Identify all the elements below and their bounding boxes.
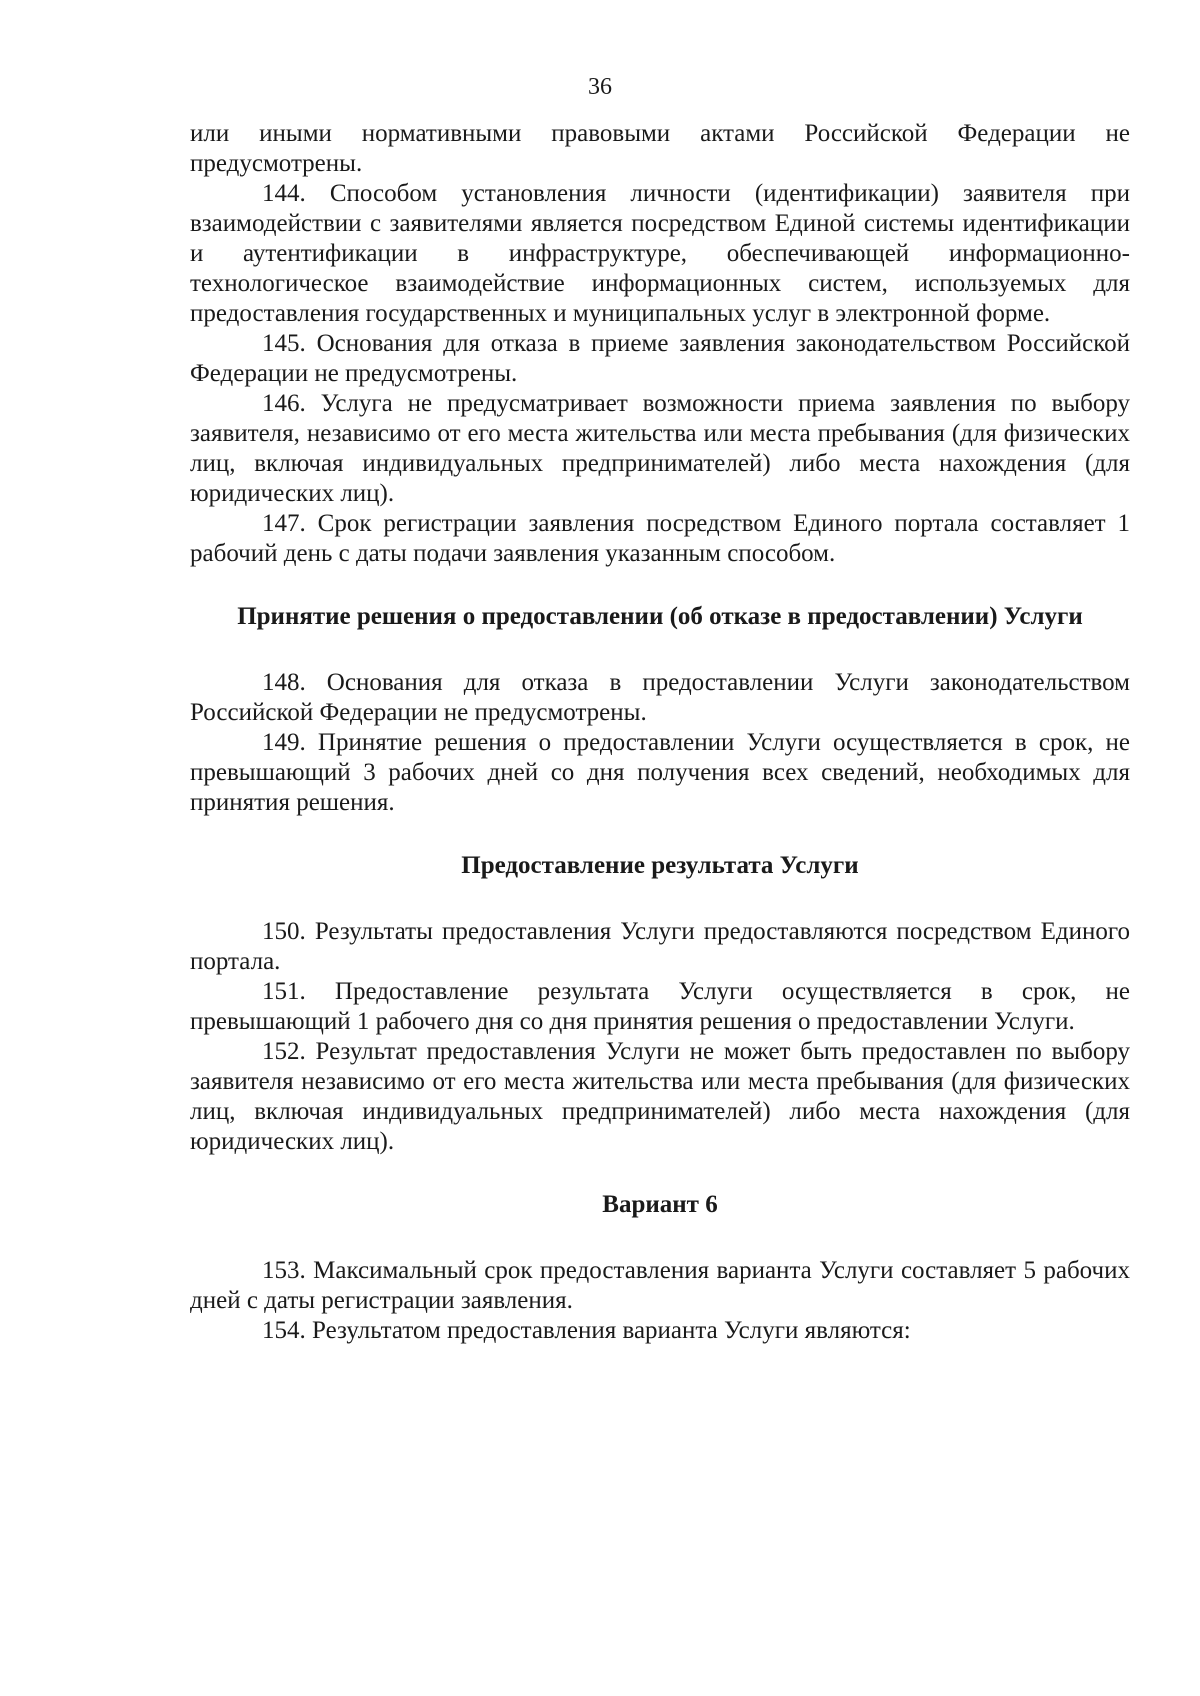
paragraph-continuation: или иными нормативными правовыми актами Российской Федерации не предусмотрены.: [190, 120, 1130, 177]
paragraph-145: 145. Основания для отказа в приеме заявления законодательством Российской Федерации не предусмотрены.: [190, 330, 1130, 387]
section-heading-decision: Принятие решения о предоставлении (об отказе в предоставлении) Услуги: [237, 603, 1083, 630]
section-heading-variant-6: Вариант 6: [602, 1191, 718, 1218]
paragraph-152: 152. Результат предоставления Услуги не может быть предоставлен по выбору заявителя независимо от его места жительства или места пребывания (для физических лиц, включая индивидуальных предпринимателей) либо места нахождения (для юридических лиц).: [190, 1038, 1130, 1155]
paragraph-148: 148. Основания для отказа в предоставлении Услуги законодательством Российской Федерации не предусмотрены.: [190, 669, 1130, 726]
paragraph-144: 144. Способом установления личности (идентификации) заявителя при взаимодействии с заявителями является посредством Единой системы идентификации и аутентификации в инфраструктуре, обеспечивающей информационно-технологическое взаимодействие информационных систем, используемых для предоставления государственных и муниципальных услуг в электронной форме.: [190, 180, 1130, 327]
paragraph-146: 146. Услуга не предусматривает возможности приема заявления по выбору заявителя, независимо от его места жительства или места пребывания (для физических лиц, включая индивидуальных предпринимателей) либо места нахождения (для юридических лиц).: [190, 390, 1130, 507]
section-heading-result: Предоставление результата Услуги: [461, 852, 859, 879]
paragraph-150: 150. Результаты предоставления Услуги предоставляются посредством Единого портала.: [190, 918, 1130, 975]
paragraph-154: 154. Результатом предоставления варианта Услуги являются:: [262, 1317, 911, 1344]
page-number: 36: [588, 74, 612, 100]
paragraph-151: 151. Предоставление результата Услуги осуществляется в срок, не превышающий 1 рабочего дня со дня принятия решения о предоставлении Услуги.: [190, 978, 1130, 1035]
paragraph-147: 147. Срок регистрации заявления посредством Единого портала составляет 1 рабочий день с даты подачи заявления указанным способом.: [190, 510, 1130, 567]
paragraph-149: 149. Принятие решения о предоставлении Услуги осуществляется в срок, не превышающий 3 рабочих дней со дня получения всех сведений, необходимых для принятия решения.: [190, 729, 1130, 816]
paragraph-153: 153. Максимальный срок предоставления варианта Услуги составляет 5 рабочих дней с даты регистрации заявления.: [190, 1257, 1130, 1314]
document-body: [190, 119, 1130, 1346]
